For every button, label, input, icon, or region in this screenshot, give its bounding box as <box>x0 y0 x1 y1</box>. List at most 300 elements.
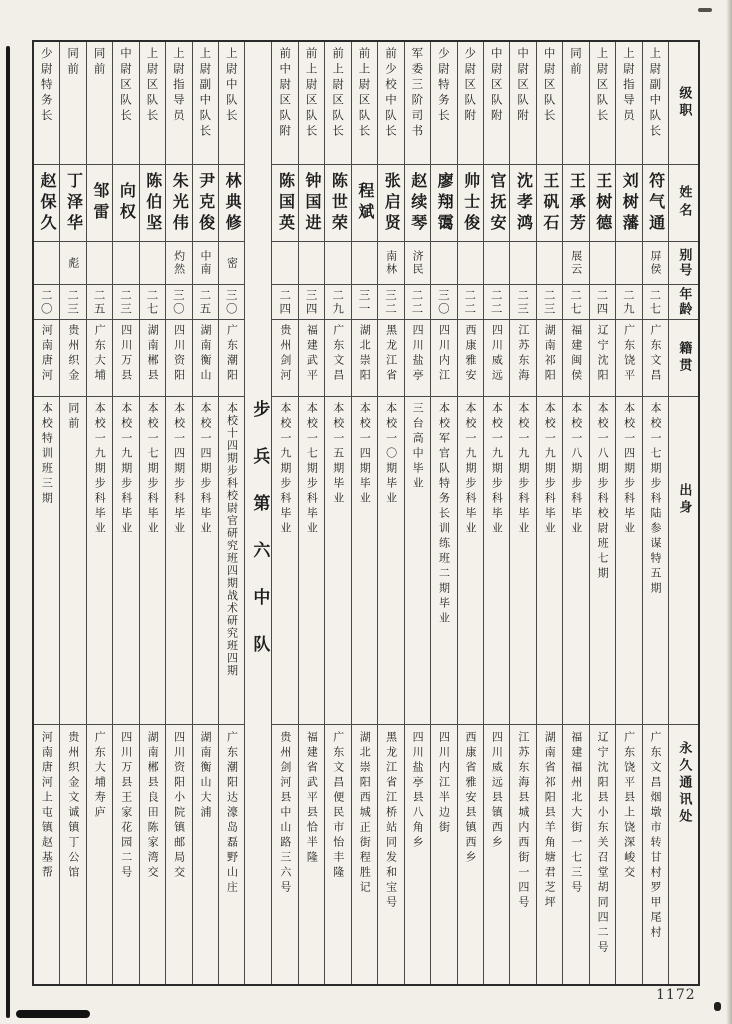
native-place-cell <box>34 320 59 397</box>
person-address: 四川万县王家花园二号 <box>119 731 133 881</box>
background-cell <box>352 397 377 725</box>
person-alias: 展云 <box>569 250 583 276</box>
rank-cell <box>590 42 615 165</box>
person-native-place: 四川资阳 <box>172 324 186 384</box>
person-column <box>509 42 535 984</box>
person-background: 本校军官队特务长训练班二期毕业 <box>437 402 451 627</box>
address-cell <box>352 725 377 984</box>
address-cell <box>616 725 641 984</box>
rank-cell <box>510 42 535 165</box>
person-rank: 同前 <box>569 47 583 78</box>
alias-cell <box>113 242 138 285</box>
person-alias: 屏侯 <box>649 250 663 276</box>
age-cell <box>166 285 191 320</box>
person-address: 广东文昌便民市怡丰隆 <box>331 731 345 881</box>
person-background: 本校十四期步科校尉官研究班四期战术研究班四期 <box>225 402 239 677</box>
person-column <box>536 42 562 984</box>
name-cell <box>193 165 218 242</box>
person-native-place: 湖南祁阳 <box>543 324 557 384</box>
person-name: 官抚安 <box>488 171 508 235</box>
native-place-cell <box>193 320 218 397</box>
person-age: 二二 <box>463 288 478 316</box>
name-cell <box>272 165 297 242</box>
name-cell <box>431 165 456 242</box>
rank-cell <box>405 42 430 165</box>
person-background: 本校一七期步科毕业 <box>146 402 160 537</box>
person-rank: 前中尉区队附 <box>278 47 293 140</box>
background-cell <box>34 397 59 725</box>
name-cell <box>166 165 191 242</box>
native-place-cell <box>378 320 403 397</box>
name-cell <box>60 165 85 242</box>
header-native-label: 籍贯 <box>676 341 692 375</box>
person-rank: 上尉区队长 <box>145 47 160 125</box>
person-name: 朱光伟 <box>170 171 190 235</box>
person-age: 三〇 <box>171 288 186 316</box>
address-cell <box>219 725 244 984</box>
alias-cell <box>378 242 403 285</box>
background-cell <box>60 397 85 725</box>
person-name: 王树德 <box>593 171 613 235</box>
name-cell <box>510 165 535 242</box>
person-alias: 彪 <box>66 256 80 270</box>
background-cell <box>193 397 218 725</box>
person-name: 王矾石 <box>540 171 560 235</box>
person-background: 本校一四期毕业 <box>358 402 372 507</box>
person-background: 本校一七期步科陆参谋特五期 <box>649 402 663 597</box>
name-cell <box>34 165 59 242</box>
person-name: 邹雷 <box>90 182 110 224</box>
person-name: 符气通 <box>646 171 666 235</box>
rank-cell <box>113 42 138 165</box>
person-column <box>112 42 138 984</box>
person-name: 沈孝鸿 <box>514 171 534 235</box>
section-title: 步兵第六中队 <box>249 400 270 682</box>
person-column <box>59 42 85 984</box>
person-background: 本校一九期步科毕业 <box>93 402 107 537</box>
person-alias: 密 <box>225 256 239 270</box>
age-cell <box>458 285 483 320</box>
header-rank-cell <box>669 42 698 165</box>
rank-cell <box>563 42 588 165</box>
person-column <box>271 42 297 984</box>
age-cell <box>643 285 668 320</box>
rank-cell <box>34 42 59 165</box>
person-age: 二七 <box>145 288 160 316</box>
background-cell <box>537 397 562 725</box>
person-column <box>457 42 483 984</box>
person-address: 贵州剑河县中山路三六号 <box>278 731 292 896</box>
address-cell <box>378 725 403 984</box>
person-background: 本校一九期步科毕业 <box>463 402 477 537</box>
scan-artifact <box>726 0 732 1024</box>
background-cell <box>563 397 588 725</box>
header-alias-cell <box>669 242 698 285</box>
person-name: 丁泽华 <box>64 171 84 235</box>
person-native-place: 四川威远 <box>490 324 504 384</box>
name-cell <box>590 165 615 242</box>
address-cell <box>299 725 324 984</box>
person-background: 本校一五期毕业 <box>331 402 345 507</box>
person-column <box>483 42 509 984</box>
address-cell <box>193 725 218 984</box>
age-cell <box>113 285 138 320</box>
person-name: 王承芳 <box>567 171 587 235</box>
person-age: 二九 <box>621 288 636 316</box>
rank-cell <box>193 42 218 165</box>
address-cell <box>272 725 297 984</box>
age-cell <box>352 285 377 320</box>
name-cell <box>140 165 165 242</box>
native-place-cell <box>458 320 483 397</box>
background-cell <box>616 397 641 725</box>
rank-cell <box>325 42 350 165</box>
rank-cell <box>219 42 244 165</box>
background-cell <box>378 397 403 725</box>
person-age: 二四 <box>595 288 610 316</box>
person-column <box>298 42 324 984</box>
person-column <box>430 42 456 984</box>
alias-cell <box>431 242 456 285</box>
rank-cell <box>60 42 85 165</box>
person-age: 三〇 <box>436 288 451 316</box>
background-cell <box>484 397 509 725</box>
rank-cell <box>352 42 377 165</box>
native-place-cell <box>510 320 535 397</box>
person-column <box>642 42 668 984</box>
address-cell <box>431 725 456 984</box>
header-background-label: 出身 <box>676 483 692 517</box>
background-cell <box>643 397 668 725</box>
background-cell <box>325 397 350 725</box>
background-cell <box>431 397 456 725</box>
person-rank: 前上尉区队长 <box>304 47 319 140</box>
person-native-place: 四川内江 <box>437 324 451 384</box>
person-column <box>615 42 641 984</box>
person-name: 尹克俊 <box>196 171 216 235</box>
age-cell <box>378 285 403 320</box>
person-native-place: 福建武平 <box>305 324 319 384</box>
name-cell <box>405 165 430 242</box>
age-cell <box>60 285 85 320</box>
person-address: 贵州织金文诚镇丁公馆 <box>66 731 80 881</box>
person-name: 林典修 <box>223 171 243 235</box>
name-cell <box>378 165 403 242</box>
person-native-place: 西康雅安 <box>463 324 477 384</box>
person-address: 辽宁沈阳县小东关召堂胡同四二号 <box>596 731 610 956</box>
person-rank: 上尉指导员 <box>171 47 186 125</box>
person-rank: 上尉中队长 <box>224 47 239 125</box>
rank-cell <box>166 42 191 165</box>
person-background: 本校一九期步科毕业 <box>516 402 530 537</box>
person-rank: 中尉区队附 <box>489 47 504 125</box>
alias-cell <box>299 242 324 285</box>
age-cell <box>537 285 562 320</box>
person-column <box>139 42 165 984</box>
person-age: 二三 <box>66 288 81 316</box>
roster-table <box>32 40 700 986</box>
name-cell <box>484 165 509 242</box>
person-background: 本校一九期步科毕业 <box>278 402 292 537</box>
native-place-cell <box>87 320 112 397</box>
age-cell <box>140 285 165 320</box>
background-cell <box>510 397 535 725</box>
background-cell <box>299 397 324 725</box>
person-background: 本校一九期步科毕业 <box>543 402 557 537</box>
section-title-cell <box>245 42 271 984</box>
person-column <box>324 42 350 984</box>
scan-artifact <box>714 1002 721 1011</box>
person-column <box>351 42 377 984</box>
background-cell <box>219 397 244 725</box>
person-address: 四川盐亭县八角乡 <box>411 731 425 851</box>
scan-artifact <box>16 1010 90 1018</box>
header-background-cell <box>669 397 698 725</box>
person-age: 二九 <box>331 288 346 316</box>
rank-cell <box>87 42 112 165</box>
person-background: 本校一八期步科毕业 <box>569 402 583 537</box>
header-age-cell <box>669 285 698 320</box>
background-cell <box>87 397 112 725</box>
header-column <box>668 42 698 984</box>
person-address: 湖南郴县良田陈家湾交 <box>146 731 160 881</box>
background-cell <box>405 397 430 725</box>
rank-cell <box>431 42 456 165</box>
person-native-place: 江苏东海 <box>516 324 530 384</box>
address-cell <box>325 725 350 984</box>
person-background: 三台高中毕业 <box>411 402 425 492</box>
background-cell <box>140 397 165 725</box>
person-name: 廖翔霭 <box>435 171 455 235</box>
age-cell <box>616 285 641 320</box>
address-cell <box>458 725 483 984</box>
rank-cell <box>616 42 641 165</box>
person-age: 二七 <box>648 288 663 316</box>
person-rank: 上尉副中队长 <box>648 47 663 140</box>
person-native-place: 湖南郴县 <box>146 324 160 384</box>
native-place-cell <box>590 320 615 397</box>
person-background: 本校一八期步科校尉班七期 <box>596 402 610 582</box>
address-cell <box>166 725 191 984</box>
person-address: 江苏东海县城内西街一四号 <box>516 731 530 911</box>
person-native-place: 贵州剑河 <box>278 324 292 384</box>
native-place-cell <box>537 320 562 397</box>
age-cell <box>325 285 350 320</box>
person-native-place: 广东文昌 <box>331 324 345 384</box>
person-rank: 中尉区队长 <box>119 47 133 125</box>
background-cell <box>272 397 297 725</box>
person-native-place: 广东潮阳 <box>225 324 239 384</box>
rank-cell <box>378 42 403 165</box>
person-age: 二三 <box>516 288 531 316</box>
address-cell <box>484 725 509 984</box>
person-column <box>589 42 615 984</box>
person-native-place: 广东大埔 <box>93 324 107 384</box>
alias-cell <box>219 242 244 285</box>
person-age: 二五 <box>92 288 107 316</box>
native-place-cell <box>299 320 324 397</box>
person-age: 二七 <box>569 288 583 316</box>
person-address: 广东大埔寿庐 <box>93 731 107 821</box>
person-alias: 济民 <box>411 250 425 276</box>
person-address: 河南唐河上屯镇赵基帮 <box>40 731 54 881</box>
person-rank: 少尉特务长 <box>436 47 451 125</box>
person-column <box>192 42 218 984</box>
person-native-place: 贵州织金 <box>66 324 80 384</box>
alias-cell <box>140 242 165 285</box>
header-address-cell <box>669 725 698 984</box>
person-name: 程斌 <box>355 182 375 224</box>
person-rank: 上尉副中队长 <box>198 47 213 140</box>
name-cell <box>537 165 562 242</box>
rank-cell <box>484 42 509 165</box>
person-native-place: 广东文昌 <box>649 324 663 384</box>
person-alias: 南林 <box>384 250 398 276</box>
background-cell <box>458 397 483 725</box>
person-column <box>562 42 588 984</box>
name-cell <box>643 165 668 242</box>
rank-cell <box>537 42 562 165</box>
scan-artifact <box>698 8 712 12</box>
age-cell <box>431 285 456 320</box>
person-native-place: 辽宁沈阳 <box>596 324 610 384</box>
name-cell <box>325 165 350 242</box>
person-column <box>377 42 403 984</box>
header-alias-label: 别号 <box>676 248 692 278</box>
alias-cell <box>537 242 562 285</box>
header-name-label: 姓名 <box>676 185 692 221</box>
person-age: 三四 <box>304 288 319 316</box>
age-cell <box>484 285 509 320</box>
person-address: 湖北崇阳西城正街程胜记 <box>358 731 372 896</box>
person-background: 本校一九期步科毕业 <box>490 402 504 537</box>
age-cell <box>87 285 112 320</box>
age-cell <box>563 285 588 320</box>
person-alias: 中南 <box>199 250 213 276</box>
person-address: 广东文昌烟墩市转甘村罗甲尾村 <box>649 731 663 941</box>
alias-cell <box>352 242 377 285</box>
alias-cell <box>510 242 535 285</box>
person-column <box>404 42 430 984</box>
address-cell <box>643 725 668 984</box>
alias-cell <box>60 242 85 285</box>
person-address: 黑龙江省江桥站同发和宝号 <box>384 731 398 911</box>
person-native-place: 河南唐河 <box>40 324 54 384</box>
person-native-place: 黑龙江省 <box>384 324 398 384</box>
rank-cell <box>458 42 483 165</box>
person-age: 三一 <box>357 288 372 316</box>
person-native-place: 四川万县 <box>119 324 133 384</box>
alias-cell <box>458 242 483 285</box>
person-age: 二三 <box>119 288 133 316</box>
address-cell <box>60 725 85 984</box>
person-background: 同前 <box>66 402 80 432</box>
name-cell <box>616 165 641 242</box>
header-name-cell <box>669 165 698 242</box>
person-rank: 前上尉区队长 <box>331 47 346 140</box>
alias-cell <box>34 242 59 285</box>
background-cell <box>590 397 615 725</box>
native-place-cell <box>272 320 297 397</box>
background-cell <box>166 397 191 725</box>
person-address: 广东饶平县上饶深峻交 <box>622 731 636 881</box>
person-column <box>86 42 112 984</box>
person-rank: 少尉区队附 <box>463 47 478 125</box>
person-column <box>165 42 191 984</box>
person-name: 陈国英 <box>276 171 296 235</box>
person-name: 张启贤 <box>382 171 402 235</box>
person-address: 福建福州北大街一七三号 <box>569 731 583 896</box>
person-name: 钟国进 <box>302 171 322 235</box>
alias-cell <box>272 242 297 285</box>
native-place-cell <box>352 320 377 397</box>
address-cell <box>590 725 615 984</box>
person-address: 四川内江半边街 <box>437 731 451 836</box>
address-cell <box>113 725 138 984</box>
person-rank: 军委三阶司书 <box>410 47 425 140</box>
person-native-place: 四川盐亭 <box>411 324 425 384</box>
person-name: 陈伯坚 <box>143 171 163 235</box>
person-rank: 上尉区队长 <box>595 47 610 125</box>
header-rank-label: 级职 <box>676 86 692 120</box>
person-rank: 同前 <box>66 47 81 78</box>
rank-cell <box>299 42 324 165</box>
person-background: 本校一四期步科毕业 <box>622 402 636 537</box>
person-age: 二三 <box>542 288 557 316</box>
name-cell <box>352 165 377 242</box>
alias-cell <box>193 242 218 285</box>
alias-cell <box>484 242 509 285</box>
person-age: 三〇 <box>224 288 239 316</box>
person-rank: 同前 <box>92 47 107 78</box>
person-column <box>34 42 59 984</box>
alias-cell <box>405 242 430 285</box>
person-age: 二二 <box>410 288 425 316</box>
person-name: 赵续琴 <box>408 171 428 235</box>
person-name: 赵保久 <box>38 171 58 235</box>
person-native-place: 广东饶平 <box>622 324 636 384</box>
age-cell <box>510 285 535 320</box>
person-age: 二四 <box>278 288 293 316</box>
person-age: 二二 <box>489 288 504 316</box>
person-background: 本校一四期步科毕业 <box>172 402 186 537</box>
person-address: 四川威远县镇西乡 <box>490 731 504 851</box>
person-rank: 上尉指导员 <box>621 47 636 125</box>
name-cell <box>299 165 324 242</box>
address-cell <box>563 725 588 984</box>
section-title-column <box>244 42 271 984</box>
person-column <box>218 42 244 984</box>
address-cell <box>537 725 562 984</box>
native-place-cell <box>616 320 641 397</box>
native-place-cell <box>166 320 191 397</box>
header-address-label: 永久通讯处 <box>676 741 692 826</box>
person-alias: 灼然 <box>172 250 186 276</box>
alias-cell <box>166 242 191 285</box>
name-cell <box>87 165 112 242</box>
name-cell <box>563 165 588 242</box>
person-address: 福建省武平县恰半隆 <box>305 731 319 866</box>
background-cell <box>113 397 138 725</box>
age-cell <box>590 285 615 320</box>
name-cell <box>219 165 244 242</box>
person-background: 本校一〇期毕业 <box>384 402 398 507</box>
person-address: 西康省雅安县镇西乡 <box>463 731 477 866</box>
native-place-cell <box>113 320 138 397</box>
alias-cell <box>87 242 112 285</box>
name-cell <box>113 165 138 242</box>
scan-artifact <box>6 46 10 1018</box>
